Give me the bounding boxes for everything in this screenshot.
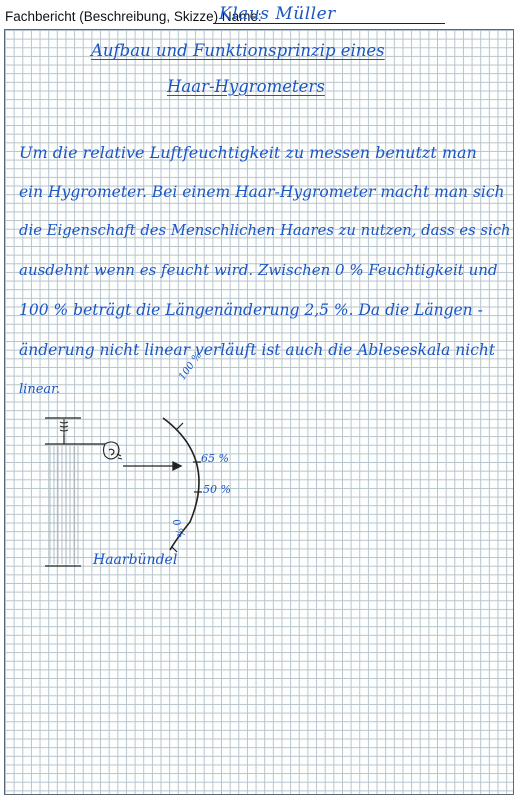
scale-label-100: 100 % — [177, 349, 205, 383]
title-line-2: Haar-Hygrometers — [167, 77, 325, 96]
pulley-drawing — [104, 442, 123, 459]
name-underline — [213, 23, 445, 24]
hair-bundle-drawing — [45, 418, 105, 566]
title-line-1: Aufbau und Funktionsprinzip eines — [91, 41, 385, 60]
body-line-4: ausdehnt wenn es feucht wird. Zwischen 0 % Feuchtigkeit und — [19, 261, 498, 279]
author-name: Klaus Müller — [219, 4, 336, 24]
body-line-5: 100 % beträgt die Längenänderung 2,5 %. Da die Längen - — [19, 301, 483, 319]
report-header — [5, 6, 515, 28]
hair-bundle-label: Haarbündel — [93, 552, 178, 568]
hygrometer-sketch — [5, 30, 513, 794]
body-line-3: die Eigenschaft des Menschlichen Haares zu nutzen, dass es sich — [19, 222, 511, 239]
body-line-1: Um die relative Luftfeuchtigkeit zu messen benutzt man — [19, 143, 477, 162]
grid-paper-sheet — [4, 29, 514, 795]
header-label: Fachbericht (Beschreibung, Skizze) Name: — [5, 9, 262, 24]
body-line-7: linear. — [19, 382, 61, 397]
scale-label-50: 50 % — [203, 483, 231, 496]
pointer-arrow — [123, 462, 181, 470]
scale-label-0: 0 % — [169, 518, 186, 540]
scale-label-65: 65 % — [201, 452, 229, 465]
body-line-6: änderung nicht linear verläuft ist auch die Ableseskala nicht — [19, 341, 496, 359]
body-line-2: ein Hygrometer. Bei einem Haar-Hygrometer macht man sich — [19, 183, 505, 201]
